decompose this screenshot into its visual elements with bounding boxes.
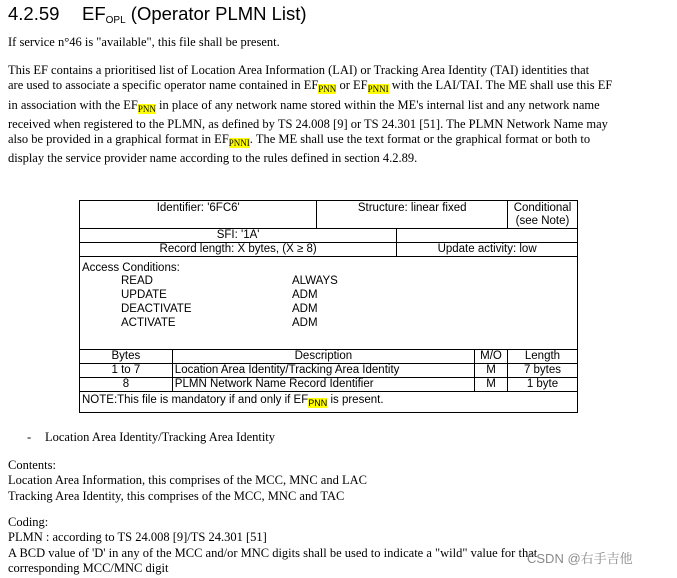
- intro-text: in place of any network name stored within the ME's internal list and any network name: [155, 97, 600, 112]
- access-item: [82, 289, 575, 303]
- mo-header: M/O: [475, 350, 508, 364]
- access-conditions-cell: [80, 257, 578, 350]
- pnni-highlight: PNNI: [367, 84, 389, 95]
- intro-line: display the service provider name according to the rules defined in section 4.2.89.: [8, 151, 418, 166]
- intro-text: . The ME shall use the text format or the graphical format or both to: [249, 132, 591, 147]
- intro-line: received when registered to the PLMN, as defined by TS 24.008 [9] or TS 24.301 [51]. The PLMN Network Name may: [8, 116, 608, 131]
- ef-subscript: OPL: [105, 15, 126, 26]
- coding-section: [8, 515, 537, 576]
- record-row: [80, 243, 578, 257]
- bullet-dash: -: [27, 430, 32, 444]
- contents-section: [8, 458, 367, 504]
- length-cell: 7 bytes: [507, 364, 577, 378]
- access-op: DEACTIVATE: [121, 303, 192, 315]
- table-row: [80, 364, 578, 378]
- intro-line: [8, 78, 658, 97]
- pnn-highlight: PNN: [318, 84, 337, 95]
- contents-line: Tracking Area Identity, this comprises of the MCC, MNC and TAC: [8, 488, 345, 503]
- length-header: Length: [507, 350, 577, 364]
- description-cell: PLMN Network Name Record Identifier: [172, 378, 474, 392]
- intro-line: [8, 98, 658, 117]
- access-item: [82, 303, 575, 317]
- sfi-empty-cell: [397, 229, 578, 243]
- bytes-cell: 8: [80, 378, 173, 392]
- intro-line: [8, 132, 658, 151]
- update-activity-cell: Update activity: low: [397, 243, 578, 257]
- access-cond: ADM: [292, 317, 318, 329]
- pnni-highlight: PNNI: [228, 138, 250, 149]
- mo-cell: M: [475, 364, 508, 378]
- intro-paragraph: [8, 63, 658, 167]
- intro-text: also be provided in a graphical format in EF: [8, 132, 229, 147]
- note-row: [80, 392, 578, 413]
- identifier-row: [80, 201, 578, 229]
- intro-text: are used to associate a specific operator name contained in EF: [8, 78, 319, 93]
- access-cond: ADM: [292, 303, 318, 315]
- coding-line: A BCD value of 'D' in any of the MCC and/or MNC digits shall be used to indicate a "wild" value for that: [8, 545, 538, 560]
- note-text: NOTE:This file is mandatory if and only if EF: [82, 394, 309, 406]
- section-title: (Operator PLMN List): [125, 3, 307, 24]
- identifier-cell: Identifier: '6FC6': [80, 201, 317, 229]
- intro-text: in association with the EF: [8, 97, 138, 112]
- intro-text: or EF: [336, 78, 368, 93]
- intro-text: with the LAI/TAI. The ME shall use this EF: [388, 78, 613, 93]
- coding-title: Coding:: [8, 515, 49, 529]
- structure-cell: Structure: linear fixed: [317, 201, 508, 229]
- access-cond: ADM: [292, 289, 318, 301]
- access-row: [80, 257, 578, 350]
- contents-line: Location Area Information, this comprises of the MCC, MNC and LAC: [8, 473, 367, 488]
- watermark: CSDN @右手吉他: [527, 551, 633, 566]
- access-cond: ALWAYS: [292, 275, 338, 287]
- record-length-cell: Record length: X bytes, (X ≥ 8): [80, 243, 397, 257]
- access-title: Access Conditions:: [82, 262, 180, 274]
- conditional-label: Conditional: [513, 202, 572, 214]
- conditional-cell: [507, 201, 577, 229]
- pnn-highlight: PNN: [308, 398, 328, 408]
- section-heading: [8, 3, 307, 26]
- access-item: [82, 317, 575, 331]
- contents-title: Contents:: [8, 458, 56, 472]
- description-header: Description: [172, 350, 474, 364]
- access-op: READ: [121, 275, 153, 287]
- access-op: UPDATE: [121, 289, 167, 301]
- access-item: [82, 275, 575, 289]
- availability-text: If service n°46 is "available", this file shall be present.: [8, 35, 280, 49]
- bytes-cell: 1 to 7: [80, 364, 173, 378]
- coding-line: corresponding MCC/MNC digit: [8, 560, 169, 575]
- bullet-item: [27, 430, 275, 445]
- header-row: [80, 350, 578, 364]
- coding-line: PLMN : according to TS 24.008 [9]/TS 24.301 [51]: [8, 530, 267, 545]
- length-cell: 1 byte: [507, 378, 577, 392]
- table-row: [80, 378, 578, 392]
- sfi-row: [80, 229, 578, 243]
- access-op: ACTIVATE: [121, 317, 176, 329]
- sfi-cell: SFI: '1A': [80, 229, 397, 243]
- bullet-text: Location Area Identity/Tracking Area Identity: [45, 430, 276, 444]
- conditional-note: (see Note): [515, 215, 570, 227]
- mo-cell: M: [475, 378, 508, 392]
- description-cell: Location Area Identity/Tracking Area Identity: [172, 364, 474, 378]
- note-cell: [80, 392, 578, 413]
- ef-label: EF: [82, 3, 106, 24]
- pnn-highlight: PNN: [137, 103, 156, 114]
- ef-structure-table: [79, 200, 578, 413]
- intro-line: This EF contains a prioritised list of Location Area Information (LAI) or Tracking Area Identity (TAI) identities that: [8, 63, 590, 77]
- section-number: 4.2.59: [8, 3, 60, 24]
- note-text: is present.: [327, 394, 384, 406]
- bytes-header: Bytes: [80, 350, 173, 364]
